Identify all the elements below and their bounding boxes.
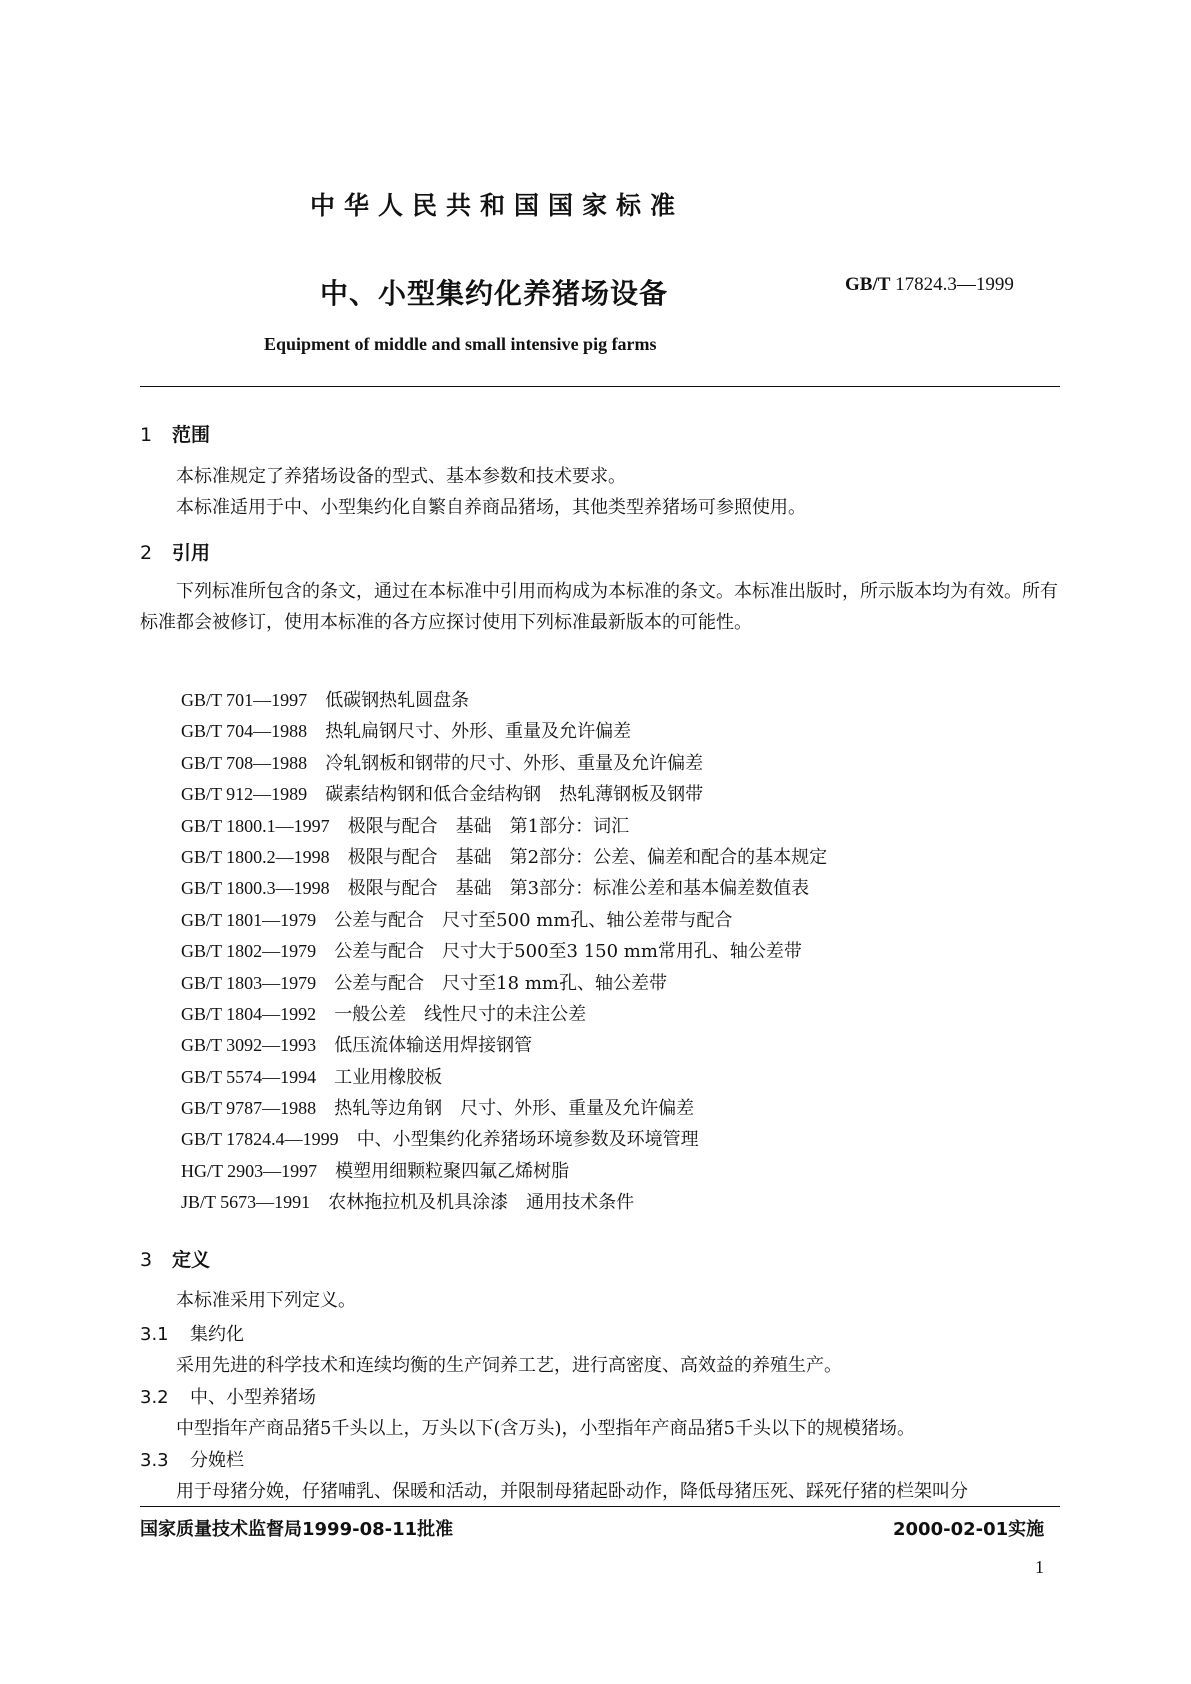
definition-heading-3-2 xyxy=(140,1383,316,1409)
national-standard-title: 中华人民共和国国家标准 xyxy=(310,191,685,220)
list-item xyxy=(181,969,827,1000)
reference-code: GB/T 912—1989 xyxy=(181,784,308,805)
reference-title: 模塑用细颗粒聚四氟乙烯树脂 xyxy=(335,1160,570,1182)
section-title: 范围 xyxy=(172,424,211,446)
scope-paragraph-2: 本标准适用于中、小型集约化自繁自养商品猪场，其他类型养猪场可参照使用。 xyxy=(176,497,806,518)
scope-paragraph-1: 本标准规定了养猪场设备的型式、基本参数和技术要求。 xyxy=(176,466,626,487)
reference-title: 低压流体输送用焊接钢管 xyxy=(334,1035,533,1057)
list-item xyxy=(181,1000,827,1031)
reference-list xyxy=(181,686,827,1220)
definition-heading-3-3 xyxy=(140,1446,244,1472)
reference-code: GB/T 704—1988 xyxy=(181,721,308,742)
list-item xyxy=(181,1094,827,1125)
list-item xyxy=(181,812,827,843)
reference-code: GB/T 1800.3—1998 xyxy=(181,878,330,899)
reference-code: JB/T 5673—1991 xyxy=(181,1192,311,1213)
page-number: 1 xyxy=(1035,1557,1044,1577)
reference-title: 极限与配合 基础 第1部分：词汇 xyxy=(347,815,630,837)
section-number: 2 xyxy=(140,542,153,564)
definition-number: 3.2 xyxy=(140,1387,169,1408)
reference-title: 热轧等边角钢 尺寸、外形、重量及允许偏差 xyxy=(334,1098,695,1120)
section-number: 1 xyxy=(140,424,153,446)
reference-title: 中、小型集约化养猪场环境参数及环境管理 xyxy=(356,1129,699,1151)
header-divider xyxy=(140,386,1060,387)
reference-title: 工业用橡胶板 xyxy=(334,1066,443,1088)
reference-code: GB/T 1800.2—1998 xyxy=(181,846,330,867)
reference-code: GB/T 9787—1988 xyxy=(181,1098,317,1119)
list-item xyxy=(181,1031,827,1062)
definition-number: 3.3 xyxy=(140,1450,169,1471)
definition-term: 中、小型养猪场 xyxy=(190,1387,316,1408)
reference-title: 极限与配合 基础 第2部分：公差、偏差和配合的基本规定 xyxy=(347,846,828,868)
list-item xyxy=(181,780,827,811)
standard-code-number: 17824.3—1999 xyxy=(895,274,1014,295)
footer-divider xyxy=(140,1506,1060,1507)
list-item xyxy=(181,749,827,780)
reference-title: 公差与配合 尺寸至18 mm孔、轴公差带 xyxy=(334,972,667,994)
reference-title: 农林拖拉机及机具涂漆 通用技术条件 xyxy=(328,1192,635,1214)
reference-code: GB/T 5574—1994 xyxy=(181,1066,317,1087)
references-intro: 下列标准所包含的条文，通过在本标准中引用而构成为本标准的条文。本标准出版时，所示版本均为有效。所有标准都会被修订，使用本标准的各方应探讨使用下列标准最新版本的可能性。 xyxy=(140,581,1058,633)
reference-code: HG/T 2903—1997 xyxy=(181,1160,318,1181)
list-item xyxy=(181,1188,827,1219)
definition-term: 集约化 xyxy=(190,1324,244,1345)
section-heading-references xyxy=(140,538,210,565)
definition-number: 3.1 xyxy=(140,1324,169,1345)
list-item xyxy=(181,937,827,968)
reference-code: GB/T 1801—1979 xyxy=(181,909,317,930)
reference-title: 低碳钢热轧圆盘条 xyxy=(325,690,470,711)
list-item xyxy=(181,686,827,717)
reference-title: 一般公差 线性尺寸的未注公差 xyxy=(334,1003,587,1025)
definition-text-3-2: 中型指年产商品猪5千头以上，万头以下(含万头)，小型指年产商品猪5千头以下的规模猪场。 xyxy=(176,1418,915,1439)
section-title: 定义 xyxy=(172,1249,211,1271)
definitions-intro: 本标准采用下列定义。 xyxy=(176,1290,356,1311)
list-item xyxy=(181,906,827,937)
definition-heading-3-1 xyxy=(140,1320,244,1346)
reference-code: GB/T 708—1988 xyxy=(181,752,308,773)
reference-title: 热轧扁钢尺寸、外形、重量及允许偏差 xyxy=(325,721,632,743)
reference-code: GB/T 1804—1992 xyxy=(181,1003,317,1024)
list-item xyxy=(181,874,827,905)
reference-title: 公差与配合 尺寸大于500至3 150 mm常用孔、轴公差带 xyxy=(334,941,802,963)
section-title: 引用 xyxy=(172,542,211,564)
list-item xyxy=(181,843,827,874)
standard-code-prefix: GB/T xyxy=(845,274,891,295)
reference-code: GB/T 3092—1993 xyxy=(181,1035,317,1056)
list-item xyxy=(181,1157,827,1188)
approval-line: 国家质量技术监督局1999-08-11批准 xyxy=(140,1519,454,1540)
reference-title: 公差与配合 尺寸至500 mm孔、轴公差带与配合 xyxy=(334,909,733,931)
section-heading-scope xyxy=(140,420,210,447)
implementation-date: 2000-02-01实施 xyxy=(893,1519,1045,1540)
reference-title: 极限与配合 基础 第3部分：标准公差和基本偏差数值表 xyxy=(347,878,810,900)
section-heading-definitions xyxy=(140,1245,210,1272)
standard-code xyxy=(845,274,1014,296)
section-number: 3 xyxy=(140,1249,153,1271)
list-item xyxy=(181,1125,827,1156)
definition-text-3-1: 采用先进的科学技术和连续均衡的生产饲养工艺，进行高密度、高效益的养殖生产。 xyxy=(176,1355,842,1376)
reference-code: GB/T 1803—1979 xyxy=(181,972,317,993)
definition-text-3-3: 用于母猪分娩，仔猪哺乳、保暖和活动，并限制母猪起卧动作，降低母猪压死、踩死仔猪的栏架叫分 xyxy=(176,1481,968,1502)
english-title: Equipment of middle and small intensive pig farms xyxy=(264,334,657,354)
standard-title: 中、小型集约化养猪场设备 xyxy=(320,277,669,310)
reference-code: GB/T 1802—1979 xyxy=(181,941,317,962)
reference-code: GB/T 17824.4—1999 xyxy=(181,1129,339,1150)
list-item xyxy=(181,717,827,748)
reference-title: 冷轧钢板和钢带的尺寸、外形、重量及允许偏差 xyxy=(325,752,704,774)
reference-title: 碳素结构钢和低合金结构钢 热轧薄钢板及钢带 xyxy=(325,784,704,806)
definition-term: 分娩栏 xyxy=(190,1450,244,1471)
reference-code: GB/T 701—1997 xyxy=(181,690,308,710)
reference-code: GB/T 1800.1—1997 xyxy=(181,815,330,836)
list-item xyxy=(181,1063,827,1094)
